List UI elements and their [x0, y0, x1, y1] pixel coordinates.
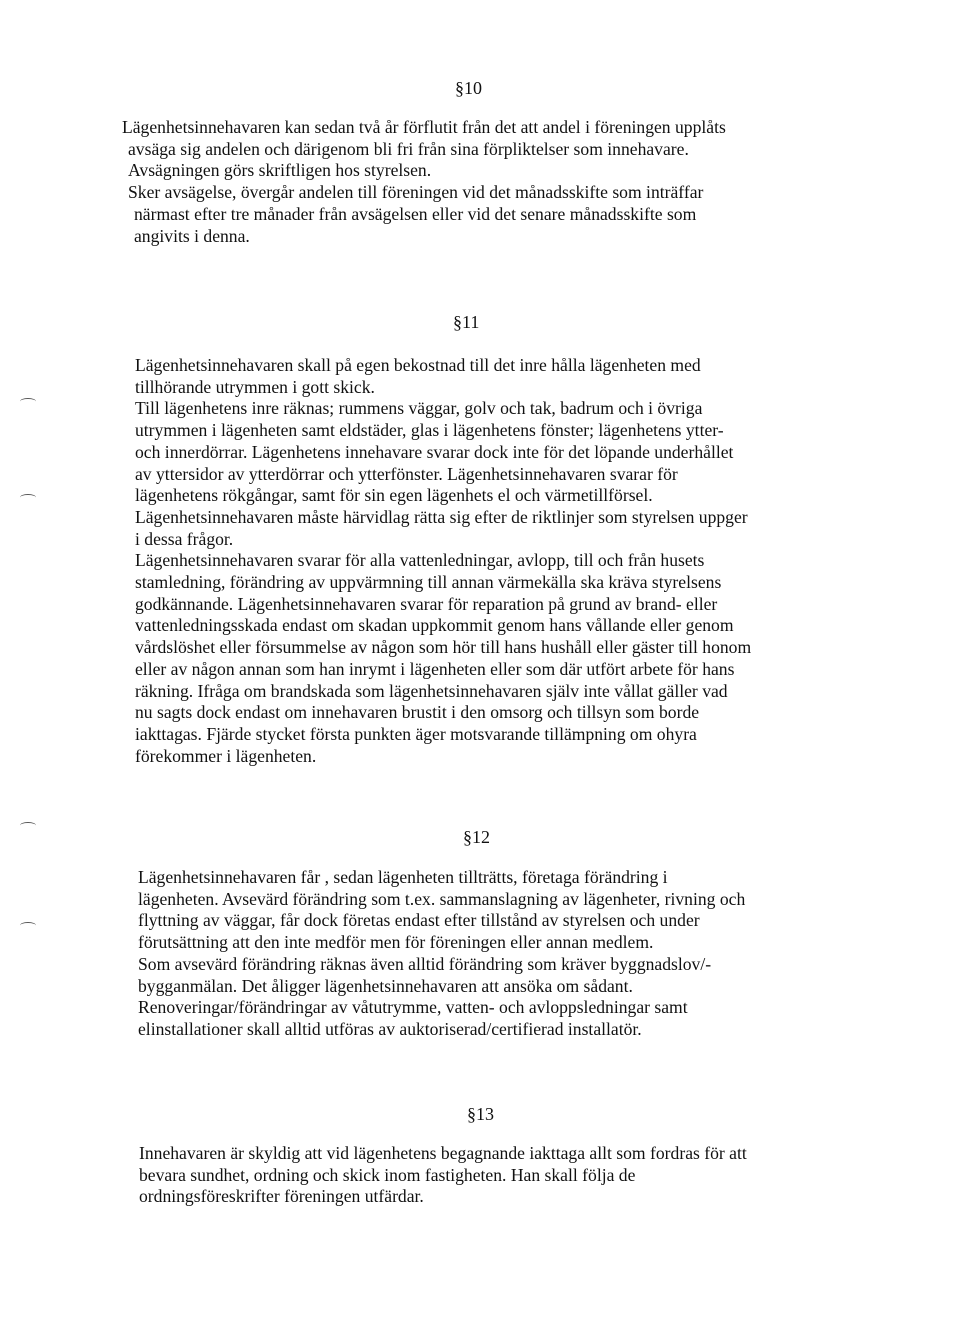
- paragraph-line: Lägenhetsinnehavaren får , sedan lägenheten tillträtts, företaga förändring i: [138, 867, 668, 887]
- paragraph-line: förutsättning att den inte medför men för föreningen eller annan medlem.: [138, 932, 654, 953]
- paragraph-line: Lägenhetsinnehavaren kan sedan två år förflutit från det att andel i föreningen upplåts: [122, 117, 726, 137]
- paragraph-line: avsäga sig andelen och därigenom bli fri från sina förpliktelser som innehavare.: [128, 138, 689, 159]
- section-heading-10: §10: [455, 78, 482, 98]
- paragraph-line: förekommer i lägenheten.: [135, 745, 317, 766]
- paragraph-line: tillhörande utrymmen i gott skick.: [135, 376, 375, 397]
- paragraph-line: iakttagas. Fjärde stycket första punkten äger motsvarande tillämpning om ohyra: [135, 723, 697, 744]
- paragraph-line: Renoveringar/förändringar av våtutrymme, vatten- och avloppsledningar samt: [138, 997, 688, 1018]
- paragraph-line: närmast efter tre månader från avsägelsen eller vid det senare månadsskifte som: [134, 203, 697, 224]
- section-body-11: [135, 355, 751, 767]
- paragraph-line: utrymmen i lägenheten samt eldstäder, glas i lägenhetens fönster; lägenhetens ytter-: [135, 420, 724, 441]
- paragraph-line: Till lägenhetens inre räknas; rummens väggar, golv och tak, badrum och i övriga: [135, 398, 703, 419]
- section-body-10: [122, 117, 726, 247]
- paragraph-line: Lägenhetsinnehavaren måste härvidlag rätta sig efter de riktlinjer som styrelsen uppger: [135, 506, 748, 527]
- paragraph-line: ordningsföreskrifter föreningen utfärdar.: [139, 1186, 424, 1207]
- paragraph-line: i dessa frågor.: [135, 528, 234, 549]
- paragraph-line: lägenhetens rökgångar, samt för sin egen lägenhets el och värmetillförsel.: [135, 485, 653, 506]
- paragraph-line: Som avsevärd förändring räknas även alltid förändring som kräver byggnadslov/-: [138, 953, 712, 974]
- section-heading-12: §12: [463, 827, 490, 847]
- paragraph-line: elinstallationer skall alltid utföras av auktoriserad/certifierad installatör.: [138, 1018, 642, 1039]
- paragraph-line: eller av någon annan som han inrymt i lägenheten eller som där utfört arbete för hans: [135, 658, 735, 679]
- paragraph-line: Sker avsägelse, övergår andelen till föreningen vid det månadsskifte som inträffar: [128, 182, 704, 203]
- section-heading-11: §11: [453, 312, 480, 332]
- paragraph-line: Lägenhetsinnehavaren skall på egen bekostnad till det inre hålla lägenheten med: [135, 355, 701, 375]
- paragraph-line: och innerdörrar. Lägenhetens innehavare svarar dock inte för det löpande underhållet: [135, 441, 734, 462]
- paragraph-line: godkännande. Lägenhetsinnehavaren svarar för reparation på grund av brand- eller: [135, 593, 718, 614]
- paragraph-line: vattenledningsskada endast om skadan uppkommit genom hans vållande eller genom: [135, 615, 734, 636]
- paragraph-line: bygganmälan. Det åligger lägenhetsinnehavaren att ansöka om sådant.: [138, 975, 633, 996]
- section-body-13: [139, 1143, 747, 1208]
- paragraph-line: Avsägningen görs skriftligen hos styrelsen.: [128, 160, 432, 181]
- paragraph-line: nu sagts dock endast om innehavaren brustit i den omsorg och tillsyn som borde: [135, 702, 700, 723]
- paragraph-line: stamledning, förändring av uppvärmning till annan värmekälla ska kräva styrelsens: [135, 572, 722, 593]
- paragraph-line: angivits i denna.: [134, 225, 250, 246]
- paragraph-line: Lägenhetsinnehavaren svarar för alla vattenledningar, avlopp, till och från husets: [135, 550, 705, 571]
- scan-margin-mark: [20, 494, 36, 501]
- scan-margin-mark: [20, 922, 36, 929]
- paragraph-line: vårdslöshet eller försummelse av någon som hör till hans hushåll eller gäster till honom: [135, 637, 752, 658]
- paragraph-line: av yttersidor av ytterdörrar och ytterfönster. Lägenhetsinnehavaren svarar för: [135, 463, 678, 484]
- paragraph-line: räkning. Ifråga om brandskada som lägenhetsinnehavaren själv inte vållat gäller vad: [135, 680, 728, 701]
- paragraph-line: Innehavaren är skyldig att vid lägenhetens begagnande iakttaga allt som fordras för att: [139, 1143, 747, 1163]
- paragraph-line: lägenheten. Avsevärd förändring som t.ex. sammanslagning av lägenheter, rivning och: [138, 888, 746, 909]
- paragraph-line: bevara sundhet, ordning och skick inom fastigheten. Han skall följa de: [139, 1164, 636, 1185]
- section-body-12: [138, 867, 745, 1041]
- paragraph-line: flyttning av väggar, får dock företas endast efter tillstånd av styrelsen och under: [138, 910, 700, 931]
- section-heading-13: §13: [467, 1104, 494, 1124]
- scan-margin-mark: [20, 398, 36, 405]
- scan-margin-mark: [20, 822, 36, 829]
